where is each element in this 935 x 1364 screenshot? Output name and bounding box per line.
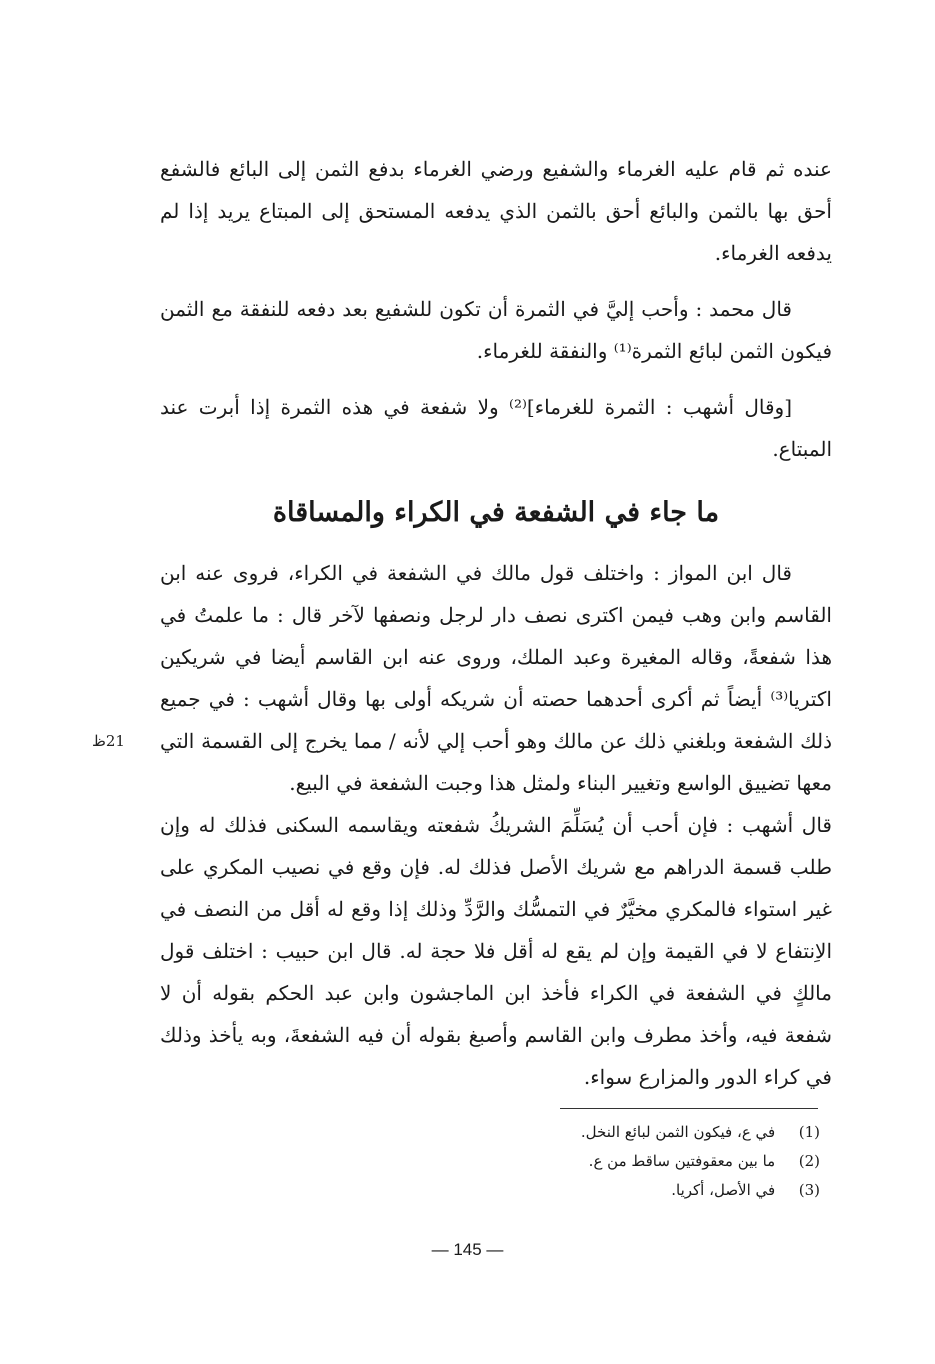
paragraph: عنده ثم قام عليه الغرماء والشفيع ورضي الغرماء بدفع الثمن إلى البائع فالشفع أحق بها بالثمن والبائع أحق بالثمن الذي يدفعه المستحق إلى المبتاع يريد إذا لم يدفعه الغرماء.: [160, 157, 832, 265]
paragraph: [وقال أشهب : الثمرة للغرماء]⁽²⁾ ولا شفعة في هذه الثمرة إذا أبرت عند المبتاع.: [160, 395, 832, 461]
paragraph: قال أشهب : فإن أحب أن يُسَلِّمَ الشريكُ شفعته ويقاسمه السكنى فذلك له وإن طلب قسمة الدراهم مع شريك الأصل فذلك له. فإن وقع في نصيب المكري على غير استواء فالمكري مخيَّرٌ في التمسُّك والرَّدِّ وذلك إذا وقع له أقل من النصف في الاِنتفاع لا في القيمة وإن لم يقع له أقل فلا حجة له. قال ابن حبيب : اختلف قول مالكٍ في الشفعة في الكراء فأخذ ابن الماجشون وابن عبد الحكم بقوله أن لا شفعة فيه، وأخذ مطرف وابن القاسم وأصبغ بقوله أن فيه الشفعةَ، وبه يأخذ وذلك في كراء الدور والمزارع سواء.: [160, 813, 832, 1089]
footnotes: [380, 1118, 820, 1205]
footnote-number: (2): [798, 1152, 820, 1170]
footnote-text: في الأصل، أكريا.: [671, 1181, 776, 1199]
footnote-number: (1): [798, 1123, 820, 1141]
page-number: — 145 —: [431, 1240, 504, 1259]
footnote-separator: [560, 1108, 818, 1109]
footnote: [380, 1147, 820, 1176]
footnote: [380, 1118, 820, 1147]
footnote-text: في ع، فيكون الثمن لبائع النخل.: [580, 1123, 776, 1141]
footnote-text: ما بين معقوفتين ساقط من ع.: [588, 1152, 776, 1170]
body-main: [160, 552, 832, 1098]
paragraph: قال ابن المواز : واختلف قول مالك في الشفعة في الكراء، فروى عنه ابن القاسم وابن وهب فيمن اكترى نصف دار لرجل ونصفها لآخر قال : ما علمتُ في هذا شفعةً، وقاله المغيرة وعبد الملك، وروى عنه ابن القاسم أيضا في شريكين اكتريا⁽³⁾ أيضاً ثم أكرى أحدهما حصته أن شريكه أولى بها وقال أشهب : في جميع ذلك الشفعة وبلغني ذلك عن مالك وهو أحب إلي لأنه / مما يخرج إلى القسمة التي معها تضييق الواسع وتغيير البناء ولمثل هذا وجبت الشفعة في البيع.: [160, 561, 832, 795]
footnote-number: (3): [798, 1181, 820, 1199]
margin-folio-note: 21ظ: [92, 732, 125, 750]
paragraph: قال محمد : وأحب إليَّ في الثمرة أن تكون للشفيع بعد دفعه للنفقة مع الثمن فيكون الثمن لبائع الثمرة⁽¹⁾ والنفقة للغرماء.: [160, 297, 832, 363]
section-heading: ما جاء في الشفعة في الكراء والمساقاة: [272, 497, 720, 528]
body-top: [160, 148, 832, 470]
footnote: [380, 1176, 820, 1205]
